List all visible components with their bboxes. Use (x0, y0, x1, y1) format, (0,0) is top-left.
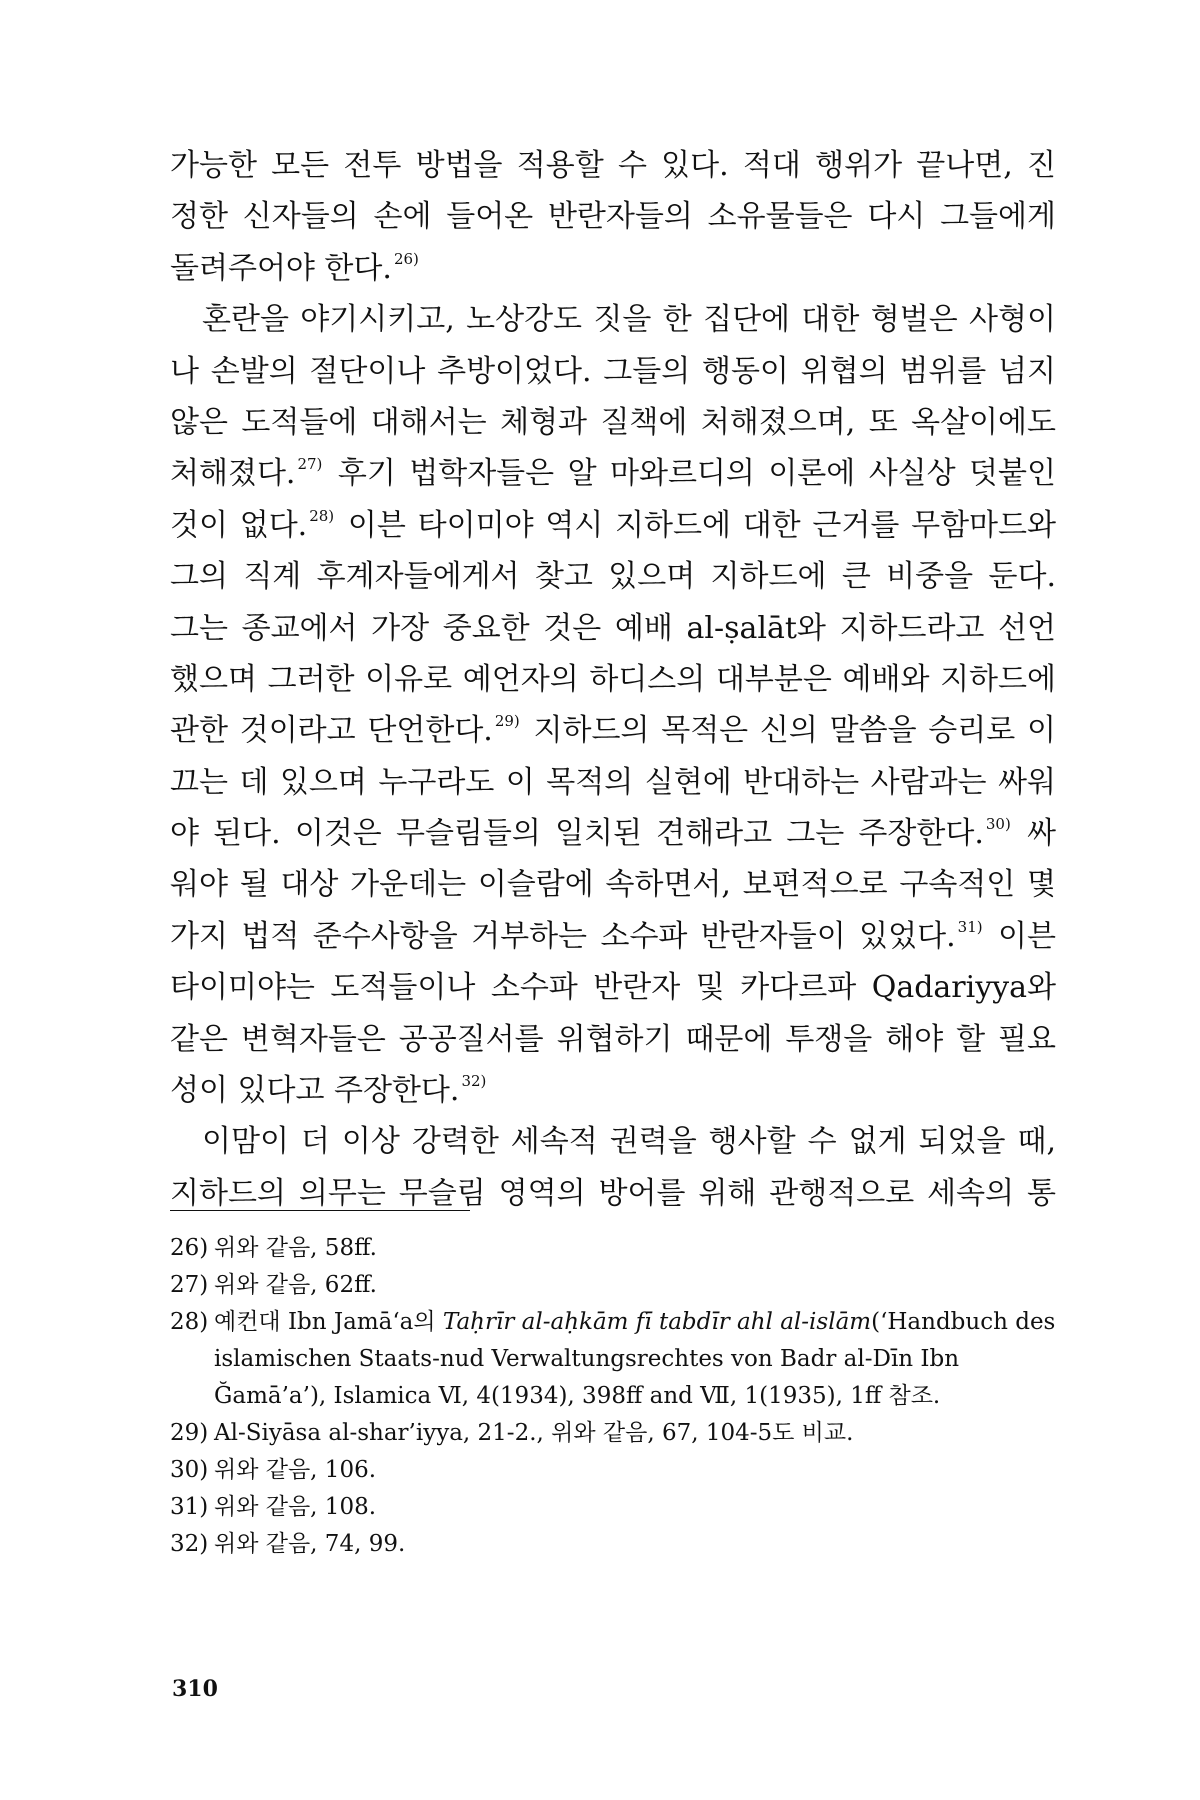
footnote-number: 27) (170, 1272, 209, 1298)
text-line: 가능한 모든 전투 방법을 적용할 수 있다. 적대 행위가 끝나면, 진 (170, 148, 1056, 183)
text-line: 이맘이 더 이상 강력한 세속적 권력을 행사할 수 없게 되었을 때, (202, 1124, 1056, 1160)
text-line: 혼란을 야기시키고, 노상강도 짓을 한 집단에 대한 형벌은 사형이 (202, 302, 1056, 338)
footnote-ref: 26) (393, 249, 419, 268)
text-line: 않은 도적들에 대해서는 체형과 질책에 처해졌으며, 또 옥살이에도 (170, 404, 1056, 440)
footnote-book-title: Taḥrīr al-aḥkām fī tabdīr ahl al-islām (442, 1309, 872, 1335)
footnote-text: (‘Handbuch des islamischen Staats-nud Verwaltungsrechtes von Badr al-Dīn Ibn Ğamā’a’), Islamica Ⅵ, 4(1934), 398ff and Ⅶ, 1(1935), 1ff 참조. (214, 1309, 1056, 1409)
footnote-text-prefix: 예컨대 Ibn Jamā‘a의 (214, 1309, 443, 1335)
text-line: 그의 직계 후계자들에게서 찾고 있으며 지하드에 큰 비중을 둔다. (170, 559, 1056, 595)
footnote (170, 1304, 1060, 1415)
footnote-divider (170, 1210, 470, 1211)
footnote-text: 위와 같음, 108. (214, 1494, 377, 1520)
text-line: 돌려주어야 한다. $^{26)}$ (170, 249, 419, 286)
text-line: 했으며 그러한 이유로 예언자의 하디스의 대부분은 예배와 지하드에 (170, 661, 1056, 697)
footnote-text: Al-Siyāsa al-shar’iyya, 21-2., 위와 같음, 67, 104-5도 비교. (214, 1420, 854, 1446)
footnote-ref: 29) (494, 712, 520, 731)
footnote-number: 32) (170, 1531, 209, 1557)
text-line: 워야 될 대상 가운데는 이슬람에 속하면서, 보편적으로 구속적인 몇 (170, 867, 1056, 903)
text-line: 타이미야는 도적들이나 소수파 반란자 및 카다르파 Qadariyya와 (170, 970, 1056, 1006)
text-line: 야 된다. 이것은 무슬림들의 일치된 견해라고 그는 주장한다. $^{30)}$ 싸 (170, 815, 1056, 852)
footnote-number: 30) (170, 1457, 209, 1483)
footnote-text: 위와 같음, 106. (214, 1457, 377, 1483)
text-line: 정한 신자들의 손에 들어온 반란자들의 소유물들은 다시 그들에게 (170, 199, 1056, 235)
footnote (170, 1230, 1060, 1267)
footnote-text: 위와 같음, 58ff. (214, 1235, 377, 1261)
footnote (170, 1526, 1060, 1563)
footnote-text: 위와 같음, 62ff. (214, 1272, 377, 1298)
page-number: 310 (172, 1676, 218, 1702)
footnote-ref: 27) (297, 455, 323, 474)
text-line: 가지 법적 준수사항을 거부하는 소수파 반란자들이 있었다. $^{31)}$ 이븐 (170, 917, 1057, 954)
text-line: 지하드의 의무는 무슬림 영역의 방어를 위해 관행적으로 세속의 통 (170, 1175, 1056, 1211)
footnote-number: 26) (170, 1235, 209, 1261)
text-line: 같은 변혁자들은 공공질서를 위협하기 때문에 투쟁을 해야 할 필요 (170, 1021, 1056, 1057)
text-line: 처해졌다. $^{27)}$ 후기 법학자들은 알 마와르디의 이론에 사실상 덧붙인 (170, 455, 1056, 492)
footnotes (170, 1230, 1060, 1563)
text-line: 그는 종교에서 가장 중요한 것은 예배 al-ṣalāt와 지하드라고 선언 (170, 610, 1056, 646)
footnote (170, 1267, 1060, 1304)
footnote (170, 1452, 1060, 1489)
text-line: 나 손발의 절단이나 추방이었다. 그들의 행동이 위협의 범위를 넘지 (170, 353, 1056, 389)
text-line: 끄는 데 있으며 누구라도 이 목적의 실현에 반대하는 사람과는 싸워 (170, 764, 1056, 800)
footnote-text: 위와 같음, 74, 99. (214, 1531, 406, 1557)
main-text (170, 140, 1056, 1219)
text-line: 관한 것이라고 단언한다. $^{29)}$ 지하드의 목적은 신의 말씀을 승리로 이 (170, 712, 1056, 749)
footnote-ref: 31) (957, 917, 983, 936)
footnote-number: 28) (170, 1309, 209, 1335)
footnote-number: 31) (170, 1494, 209, 1520)
footnote-ref: 32) (461, 1072, 487, 1091)
footnote (170, 1489, 1060, 1526)
footnote-number: 29) (170, 1420, 209, 1446)
footnote (170, 1415, 1060, 1452)
text-line: 것이 없다. $^{28)}$ 이븐 타이미야 역시 지하드에 대한 근거를 무함마드와 (170, 506, 1057, 543)
footnote-ref: 30) (985, 815, 1011, 834)
text-line: 성이 있다고 주장한다. $^{32)}$ (170, 1072, 487, 1109)
footnote-ref: 28) (309, 506, 335, 525)
